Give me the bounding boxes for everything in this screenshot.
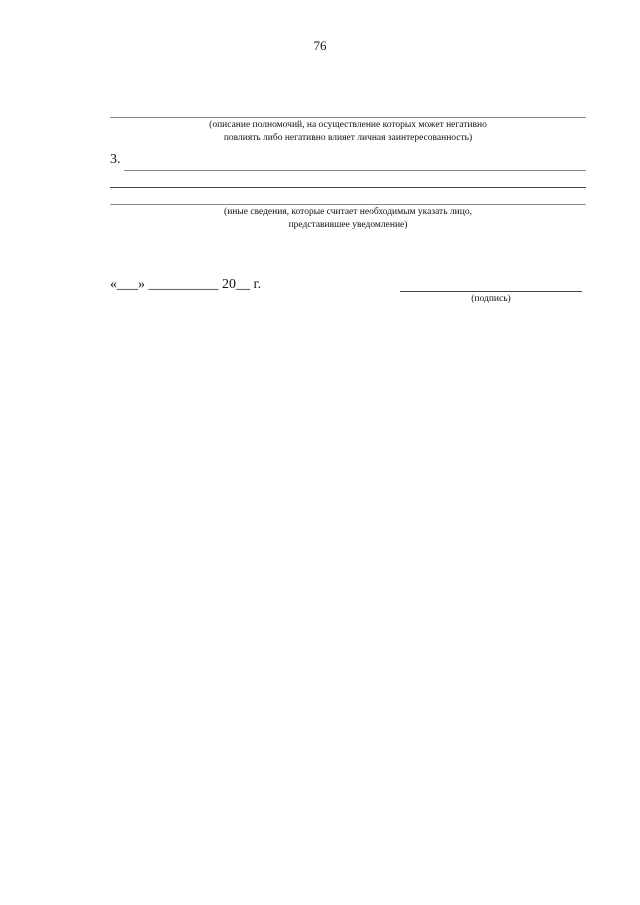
authority-description-line [110, 117, 586, 118]
date-field: «___» __________ 20__ г. [110, 277, 262, 292]
authority-caption-line2: повлиять либо негативно влияет личная заинтересованность) [223, 133, 473, 143]
authority-caption [110, 119, 586, 145]
other-info-line-3 [110, 204, 586, 205]
other-info-caption [110, 206, 586, 232]
page-number: 76 [313, 38, 327, 53]
other-info-line-1 [124, 170, 586, 171]
other-info-caption-line1: (иные сведения, которые считает необходимым указать лицо, [224, 207, 472, 217]
signature-caption: (подпись) [471, 294, 511, 304]
signature-line [400, 291, 582, 292]
item-number-3: 3. [110, 152, 121, 167]
authority-caption-line1: (описание полномочий, на осуществление которых может негативно [209, 120, 487, 130]
other-info-line-2 [110, 187, 586, 188]
other-info-caption-line2: представившее уведомление) [288, 220, 408, 230]
